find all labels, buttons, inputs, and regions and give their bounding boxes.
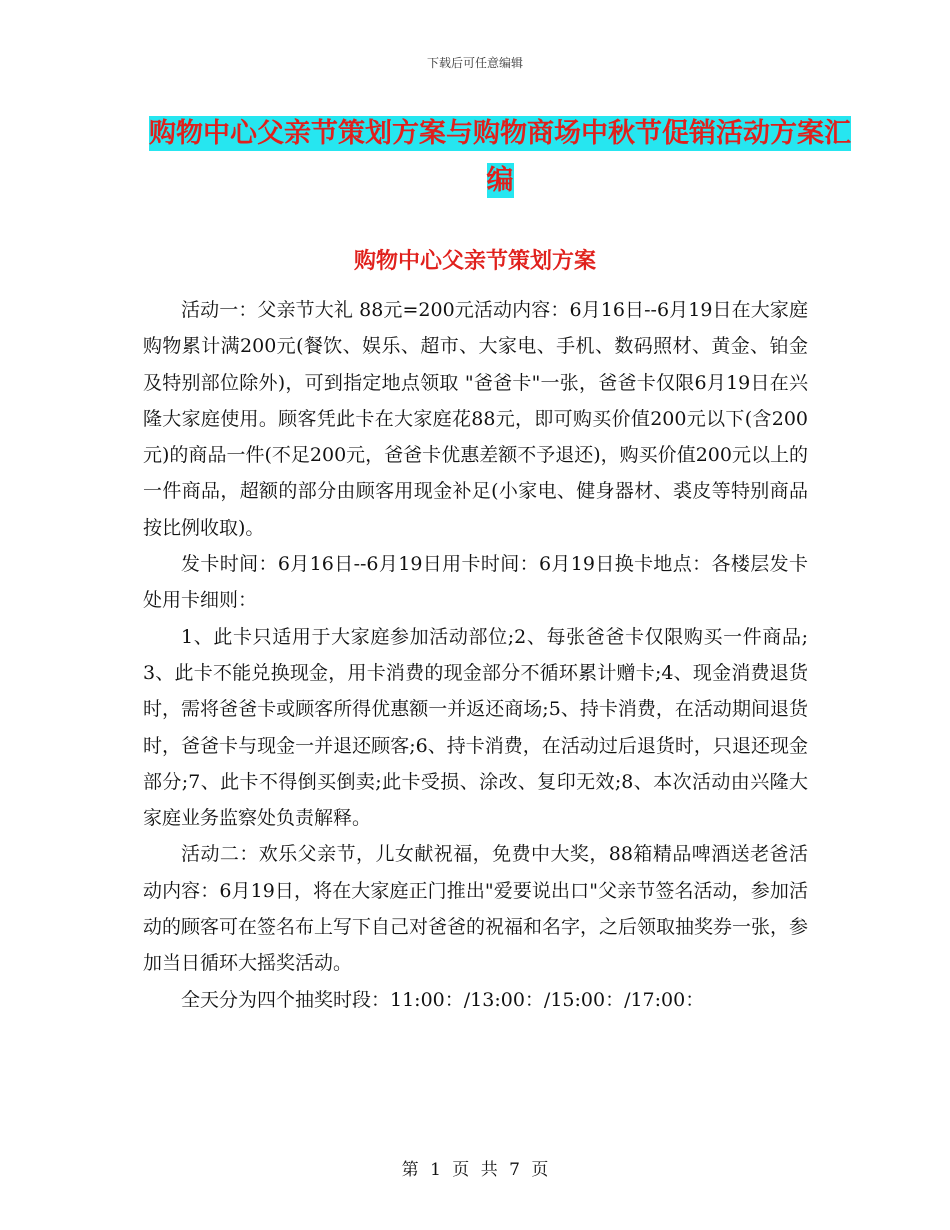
paragraph-lottery-times: 全天分为四个抽奖时段：11:00：/13:00：/15:00：/17:00： [181, 988, 705, 1011]
paragraph-activity-two: 活动二：欢乐父亲节，儿女献祝福，免费中大奖，88箱精品啤酒送老爸活动内容：6月19日，将在大家庭正门推出"爱要说出口"父亲节签名活动，参加活动的顾客可在签名布上写下自己对爸爸的祝福和名字，之后领取抽奖券一张，参加当日循环大摇奖活动。 [143, 843, 809, 975]
document-title [140, 110, 860, 204]
paragraph-activity-one: 活动一：父亲节大礼 88元=200元活动内容：6月16日--6月19日在大家庭购物累计满200元(餐饮、娱乐、超市、大家电、手机、数码照材、黄金、铂金及特别部位除外)，可到指定地点领取 "爸爸卡"一张，爸爸卡仅限6月19日在兴隆大家庭使用。顾客凭此卡在大家庭花88元，即可购买价值200元以下(含200元)的商品一件(不足200元，爸爸卡优惠差额不予退还)，购买价值200元以上的一件商品，超额的部分由顾客用现金补足(小家电、健身器材、裘皮等特别商品按比例收取)。 [143, 299, 808, 539]
document-body [143, 292, 808, 1018]
paragraph-card-times: 发卡时间：6月16日--6月19日用卡时间：6月19日换卡地点：各楼层发卡处用卡细则： [143, 553, 808, 612]
paragraph-card-rules: 1、此卡只适用于大家庭参加活动部位;2、每张爸爸卡仅限购买一件商品;3、此卡不能兑换现金，用卡消费的现金部分不循环累计赠卡;4、现金消费退货时，需将爸爸卡或顾客所得优惠额一并返还商场;5、持卡消费，在活动期间退货时，爸爸卡与现金一并退还顾客;6、持卡消费，在活动过后退货时，只退还现金部分;7、此卡不得倒买倒卖;此卡受损、涂改、复印无效;8、本次活动由兴隆大家庭业务监察处负责解释。 [143, 625, 808, 830]
page-number: 第 1 页 共 7 页 [401, 1160, 549, 1180]
document-title-text: 购物中心父亲节策划方案与购物商场中秋节促销活动方案汇编 [149, 118, 851, 196]
section-title: 购物中心父亲节策划方案 [353, 249, 596, 274]
header-note: 下载后可任意编辑 [426, 56, 523, 70]
